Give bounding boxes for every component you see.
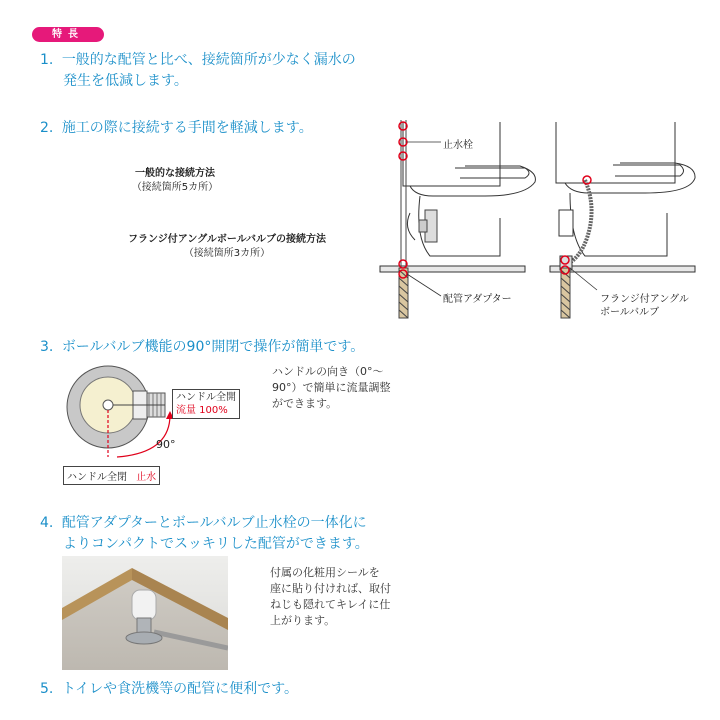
feature-item-2 [40,118,313,139]
seal-note [270,565,391,629]
item-number: 2. [40,120,54,136]
flange-valve-callout-line: ボールバルブ [600,307,660,318]
item-text-line: 発生を低減します。 [63,73,188,89]
item-text-line: よりコンパクトでスッキリした配管ができます。 [63,536,369,552]
feature-item-4 [40,513,369,555]
item-text-line: ボールバルブ機能の90°開閉で操作が簡単です。 [61,339,365,355]
item-text-line: 一般的な配管と比べ、接続箇所が少なく漏水の [61,52,356,68]
pipe-adapter-callout: 配管アダプター [443,294,512,305]
general-method-title: 一般的な接続方法 [135,168,215,179]
angle-label: 90° [156,438,176,451]
flange-method-label [112,233,342,261]
installation-photo [62,556,228,670]
handle-open-label [172,389,240,419]
stop-valve-callout: 止水栓 [443,140,473,151]
handle-closed-text: ハンドル全閉 [67,472,127,483]
flange-valve-callout [600,293,689,319]
item-number: 4. [40,515,54,531]
flange-method-count: （接続箇所3カ所） [183,248,271,259]
note-line: 付属の化粧用シールを [270,566,380,579]
flow-rate-text: 流量 100% [176,405,228,416]
feature-badge: 特長 [32,27,104,42]
flange-valve-callout-line: フランジ付アングル [600,294,689,305]
feature-item-1 [40,50,356,92]
item-text-line: 施工の際に接続する手間を軽減します。 [61,120,313,136]
water-stop-text: 止水 [136,472,157,483]
item-number: 5. [40,681,54,697]
handle-open-text: ハンドル全開 [176,392,236,403]
note-line: ができます。 [272,397,338,410]
note-line: 90°）で簡単に流量調整 [272,381,391,394]
note-line: 上がります。 [270,614,336,627]
item-text-line: 配管アダプターとボールバルブ止水栓の一体化に [61,515,367,531]
flange-method-title: フランジ付アングルボールバルブの接続方法 [128,234,326,245]
item-number: 1. [40,52,54,68]
note-line: ハンドルの向き（0°～ [272,365,384,378]
handle-closed-label [63,466,160,485]
flow-adjust-note [272,364,391,412]
general-method-count: （接続箇所5カ所） [131,182,219,193]
feature-item-3 [40,337,364,358]
note-line: ねじも隠れてキレイに仕 [270,598,391,611]
feature-item-5 [40,679,298,700]
item-text-line: トイレや食洗機等の配管に便利です。 [61,681,298,697]
item-number: 3. [40,339,54,355]
note-line: 座に貼り付ければ、取付 [270,582,391,595]
general-method-label [110,167,240,195]
